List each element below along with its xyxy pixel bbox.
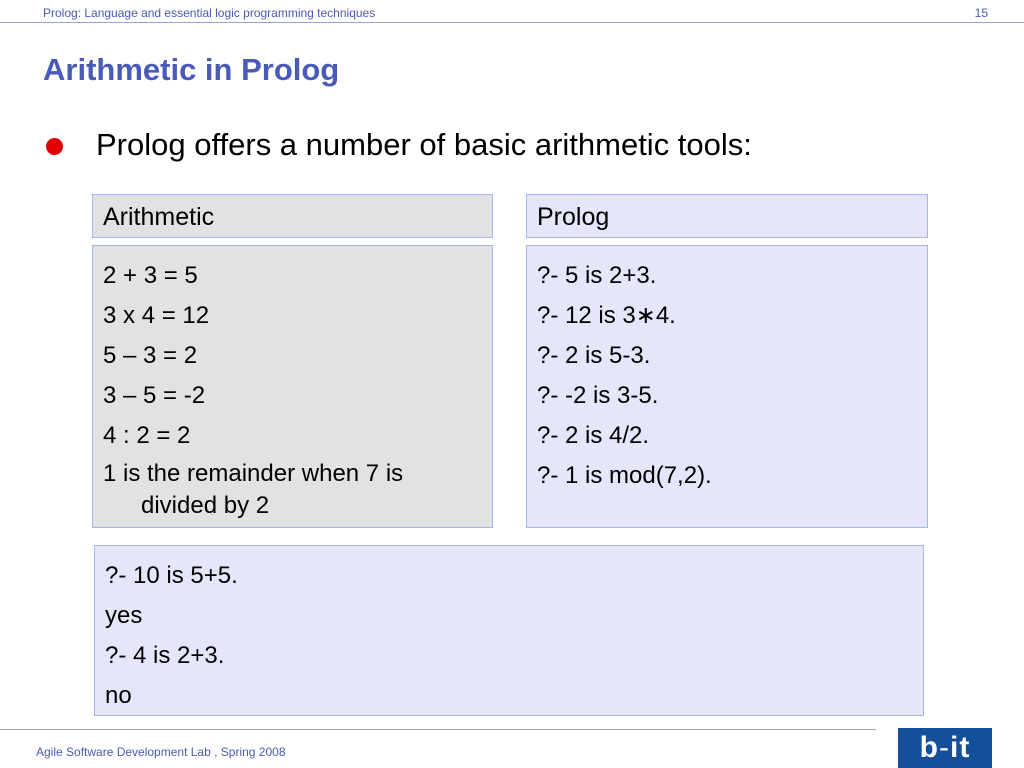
bit-logo [898,728,992,768]
logo-suffix: it [950,731,971,764]
prolog-line: ?- 1 is mod(7,2). [537,462,712,489]
slide-title: Arithmetic in Prolog [43,52,340,87]
prolog-header: Prolog [537,203,610,231]
footer-divider [0,729,876,730]
arithmetic-line: 4 : 2 = 2 [103,422,191,449]
prolog-header-box [526,194,928,238]
arithmetic-list [103,256,403,520]
prolog-line: ?- -2 is 3-5. [537,382,659,409]
prolog-line: ?- 12 is 3∗4. [537,302,676,329]
arithmetic-box [92,245,493,528]
logo-separator: - [939,731,950,764]
arithmetic-header-box [92,194,493,238]
example-line: no [105,682,132,709]
example-line: ?- 10 is 5+5. [105,562,238,589]
arithmetic-header: Arithmetic [103,203,215,231]
prolog-line: ?- 5 is 2+3. [537,262,657,289]
slide-number: 15 [974,6,988,20]
logo-letter: b [919,731,939,764]
arithmetic-line: 1 is the remainder when 7 is [103,460,404,487]
example-line: yes [105,602,143,629]
arithmetic-line-continuation: divided by 2 [141,492,270,519]
arithmetic-line: 5 – 3 = 2 [103,342,198,369]
example-list [105,556,238,716]
prolog-line: ?- 2 is 5-3. [537,342,651,369]
course-title: Prolog: Language and essential logic programming techniques [43,6,376,20]
bullet-icon [46,138,63,155]
arithmetic-line: 2 + 3 = 5 [103,262,198,289]
prolog-list [537,256,712,496]
footer-text: Agile Software Development Lab , Spring 2008 [36,745,286,759]
prolog-line: ?- 2 is 4/2. [537,422,650,449]
arithmetic-line: 3 x 4 = 12 [103,302,210,329]
header-divider [0,22,1024,23]
bullet-text: Prolog offers a number of basic arithmetic tools: [96,127,752,162]
arithmetic-line: 3 – 5 = -2 [103,382,206,409]
example-box [94,545,924,716]
example-line: ?- 4 is 2+3. [105,642,225,669]
prolog-box [526,245,928,528]
